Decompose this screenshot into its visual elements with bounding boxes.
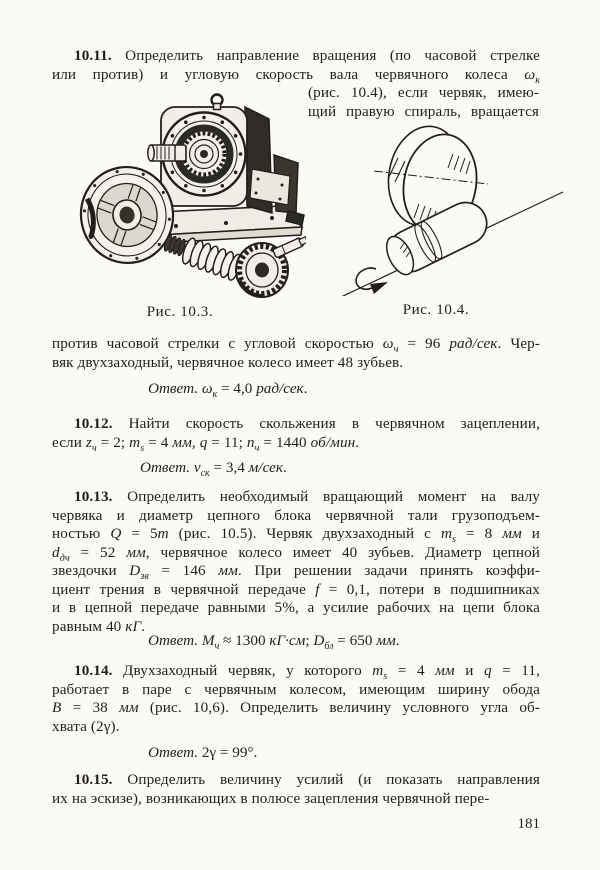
text-line: 10.12. Найти скорость скольжения в червячном зацеплении, [74,415,540,432]
text-line: циент трения в червячной передаче f = 0,1, потери в подшипниках [52,580,541,598]
input-shaft [148,145,186,161]
figure-10-4 [336,124,566,296]
text-line: ностью Q = 5т (рис. 10.5). Червяк двухзаходный с $m_s = 8$ мм и [52,525,541,546]
problem-10-11-continuation [52,335,540,372]
worm-shaft [163,234,306,297]
figure-10-3-caption: Рис. 10.3. [146,304,214,320]
text-line: и в цепной передаче равными 5%, а усилие рабочих на цепи блока [52,599,540,616]
figure-10-4-caption: Рис. 10.4. [402,302,470,318]
problem-10-15-paragraph [52,771,540,808]
text-line: (рис. 10.4), если червяк, имею- [308,84,539,101]
problem-10-12-paragraph [52,415,540,452]
problem-10-14-paragraph [52,662,540,736]
text-line: если $z_ч = 2$; $m_s = 4$ мм, q = 11; $n_ч = 1440$ об/мин. [52,433,360,454]
text-line: 10.13. Определить необходимый вращающий момент на валу [74,488,540,505]
figure-10-3 [76,93,306,305]
text-line: вяк двухзаходный, червячное колесо имеет 48 зубьев. [52,353,404,371]
problem-10-12-answer: Ответ. $v_{ск} = 3,4$ м/сек. [140,459,287,480]
problem-10-11-wrap [308,84,539,121]
text-line: равным 40 кГ. [52,617,146,635]
problem-10-14-answer: Ответ. 2γ = 99°. [148,744,258,761]
text-line: их на эскизе), возникающих в полюсе зацепления червячной пере- [52,789,490,807]
text-line: 10.14. Двухзаходный червяк, у которого $m_s = 4$ мм и q = 11, [74,662,540,683]
text-line: или против) и угловую скорость вала червячного колеса $\omega_к$ [52,65,540,86]
text-line: червяка и диаметр цепного блока червячной тали грузоподъем- [52,506,540,524]
text-line: В = 38 мм (рис. 10,6). Определить величину условного угла об- [52,699,541,716]
text-line: щий правую спираль, вращается [308,102,539,120]
text-line: против часовой стрелки с угловой скоростью $\omega_ч = 96$ рад/сек. Чер- [52,335,541,356]
text-line: хвата (2γ). [52,717,120,735]
problem-10-11-head [52,47,540,84]
rotation-arrow [356,268,388,294]
text-line: работает в паре с червячным колесом, имеющим ширину обода [52,680,540,698]
problem-10-13-paragraph [52,488,540,636]
page-number: 181 [517,816,540,832]
text-line: 10.11. Определить направление вращения (по часовой стрелке [74,47,540,64]
text-line: звездочки $D_{зв} = 146$ мм. При решении задачи принять коэффи- [52,562,540,583]
problem-10-11-answer: Ответ. $\omega_к = 4,0$ рад/сек. [148,380,308,401]
figure-10-4-drawing [336,124,566,296]
text-line: 10.15. Определить величину усилий (и показать направления [74,771,540,788]
figure-10-3-drawing [76,93,306,305]
text-line: $d_{дч} = 52$ мм, червячное колесо имеет 40 зубьев. Диаметр цепной [52,543,540,564]
problem-10-13-answer: Ответ. $М_ч \approx 1300$ кГ·см; $D_{бл} = 650$ мм. [148,632,400,653]
